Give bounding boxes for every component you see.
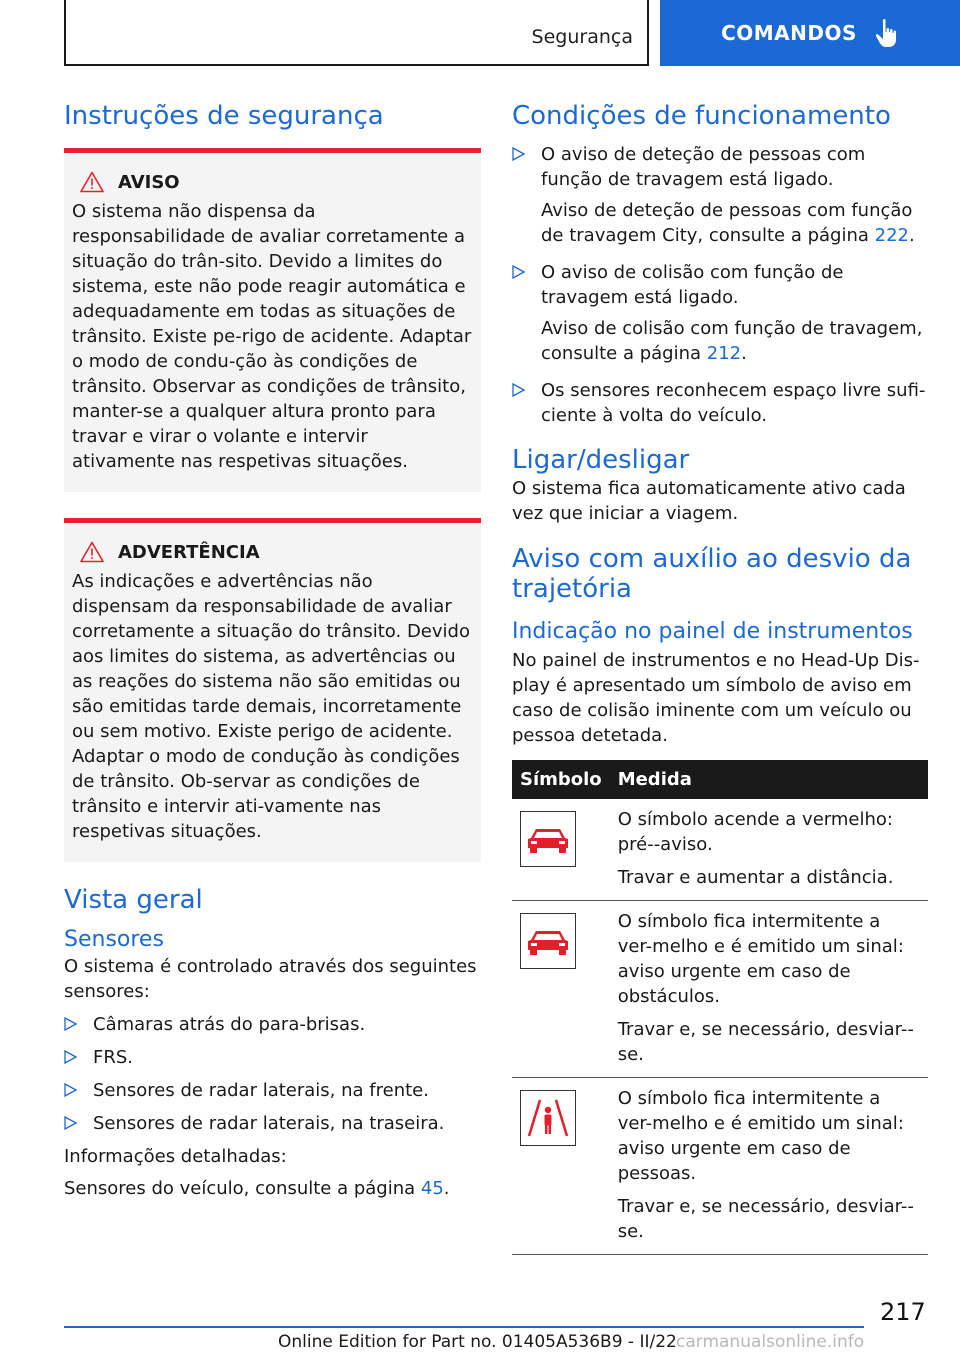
advertencia-title-row [80, 541, 473, 563]
table-row [512, 799, 928, 901]
page-link-45[interactable]: 45 [420, 1178, 444, 1199]
bullet-triangle-icon [512, 383, 525, 397]
condition-reference: Aviso de colisão com função de travagem, consulte a página 212. [541, 318, 923, 364]
footer-divider [64, 1326, 864, 1328]
bullet-triangle-icon [64, 1017, 77, 1031]
right-column [512, 100, 928, 1255]
bullet-triangle-icon [64, 1050, 77, 1064]
table-row [512, 1078, 928, 1255]
list-item: O aviso de colisão com função de travagem está ligado. Aviso de colisão com função de travagem, consulte a página 212. [512, 260, 928, 366]
advertencia-box [64, 518, 481, 862]
aviso-title: AVISO [118, 171, 180, 193]
condition-reference: Aviso de deteção de pessoas com função de travagem City, consulte a página 222. [541, 200, 915, 246]
evasion-assist-heading: Aviso com auxílio ao desvio da trajetória [512, 544, 912, 604]
cluster-display-heading: Indicação no painel de instrumentos [512, 619, 913, 644]
red-pedestrian-warning-icon [520, 1090, 576, 1146]
sensors-heading: Sensores [64, 927, 164, 952]
header-section-title: Segurança [531, 26, 633, 48]
overview-heading: Vista geral [64, 885, 203, 915]
sensors-list [64, 1012, 481, 1136]
watermark: carmanualsonline.info [676, 1332, 865, 1352]
list-item: FRS. [64, 1045, 481, 1070]
table-row [512, 901, 928, 1078]
symbol-cell [512, 799, 610, 901]
warning-triangle-icon [80, 171, 104, 193]
aviso-title-row [80, 171, 473, 193]
safety-instructions-heading: Instruções de segurança [64, 101, 384, 131]
bullet-triangle-icon [64, 1116, 77, 1130]
aviso-text: O sistema não dispensa da responsabilidade de avaliar corretamente a situação do trân-sito. Devido a limites do sistema, este não pode reagir automática e adequadamente em todas as situações de trânsito. Existe pe-rigo de acidente. Adaptar o modo de condu-ção às condições de trânsito. Observar as condições de trânsito, manter-se a qualquer altura pronto para travar e virar o volante e intervir ativamente nas respetivas situações. [72, 201, 472, 472]
advertencia-title: ADVERTÊNCIA [118, 541, 260, 563]
conditions-heading: Condições de funcionamento [512, 101, 891, 131]
symbol-cell [512, 901, 610, 1078]
column-header-measure: Medida [610, 760, 928, 799]
symbol-table [512, 760, 928, 1255]
list-item: Sensores de radar laterais, na frente. [64, 1078, 481, 1103]
cluster-display-text: No painel de instrumentos e no Head-Up Dis-play é apresentado um símbolo de aviso em caso de colisão iminente com um veículo ou pessoa detetada. [512, 650, 920, 746]
on-off-heading: Ligar/desligar [512, 445, 690, 475]
table-header-row [512, 760, 928, 799]
advertencia-text: As indicações e advertências não dispensam da responsabilidade de avaliar corretamente a situação do trânsito. Devido aos limites do sistema, as advertências ou as reações do sistema não são emitidas ou são emitidas tarde demais, incorretamente ou sem motivo. Existe perigo de acidente. Adaptar o modo de condução às condições de trânsito. Ob-servar as condições de trânsito e intervir ati-vamente nas respetivas situações. [72, 571, 470, 842]
left-column [64, 100, 481, 1201]
details-label: Informações detalhadas: [64, 1146, 287, 1167]
warning-triangle-icon [80, 541, 104, 563]
page-link-222[interactable]: 222 [874, 225, 909, 246]
list-item: Os sensores reconhecem espaço livre sufi-ciente à volta do veículo. [512, 378, 928, 428]
bullet-triangle-icon [512, 265, 525, 279]
on-off-text: O sistema fica automaticamente ativo cada vez que iniciar a viagem. [512, 478, 906, 524]
list-item: Sensores de radar laterais, na traseira. [64, 1111, 481, 1136]
sensors-intro: O sistema é controlado através dos seguintes sensores: [64, 956, 477, 1002]
bullet-triangle-icon [512, 147, 525, 161]
details-reference: Sensores do veículo, consulte a página 45. [64, 1178, 450, 1199]
header-chapter-tab[interactable] [660, 0, 960, 66]
header-section-box [64, 0, 649, 66]
measure-cell: O símbolo fica intermitente a ver-melho e é emitido um sinal: aviso urgente em caso de obstáculos. Travar e, se necessário, desviar--se. [610, 901, 928, 1078]
column-header-symbol: Símbolo [512, 760, 610, 799]
page-link-212[interactable]: 212 [706, 343, 742, 364]
list-item: O aviso de deteção de pessoas com função de travagem está ligado. Aviso de deteção de pessoas com função de travagem City, consulte a página 222. [512, 142, 928, 248]
list-item: Câmaras atrás do para-brisas. [64, 1012, 481, 1037]
pointing-hand-icon [875, 18, 899, 48]
footer-edition: Online Edition for Part no. 01405A536B9 - II/22 [278, 1332, 677, 1352]
header-chapter-title: COMANDOS [721, 21, 857, 45]
page-number: 217 [880, 1298, 926, 1326]
measure-cell: O símbolo acende a vermelho: pré--aviso. Travar e aumentar a distância. [610, 799, 928, 901]
red-car-warning-icon [520, 913, 576, 969]
measure-cell: O símbolo fica intermitente a ver-melho e é emitido um sinal: aviso urgente em caso de pessoas. Travar e, se necessário, desviar--se. [610, 1078, 928, 1255]
red-car-warning-icon [520, 811, 576, 867]
conditions-list [512, 142, 928, 428]
aviso-box [64, 148, 481, 492]
symbol-cell [512, 1078, 610, 1255]
bullet-triangle-icon [64, 1083, 77, 1097]
